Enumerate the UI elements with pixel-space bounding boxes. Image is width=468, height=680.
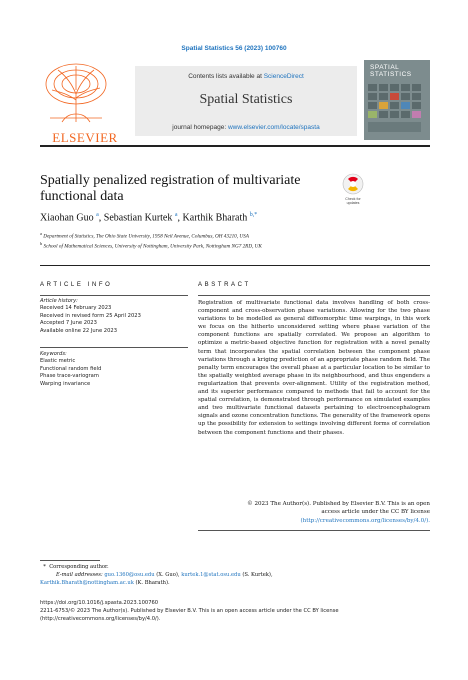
email-addresses-line [40, 572, 430, 580]
paper-title: Spatially penalized registration of multivariate functional data [40, 173, 301, 204]
copyright-notice [198, 500, 430, 525]
corresponding-author-note [40, 564, 430, 572]
history-accepted: Accepted 7 June 2023 [40, 320, 97, 327]
article-info-rule [40, 347, 188, 348]
journal-citation[interactable]: Spatial Statistics 56 (2023) 100760 [181, 45, 287, 52]
author-separator: , [177, 212, 181, 224]
cover-title-line-2: STATISTICS [370, 71, 412, 78]
email-owner: (K. Bharath). [135, 580, 170, 586]
elsevier-wordmark: ELSEVIER [52, 130, 118, 145]
svg-text:Check for: Check for [345, 197, 361, 201]
footnote-rule [40, 560, 100, 561]
license-link[interactable]: (http://creativecommons.org/licenses/by/4.0/). [40, 616, 161, 622]
affiliation-text: School of Mathematical Sciences, University of Nottingham, University Park, Nottingham NG7 2RD, UK [43, 243, 262, 250]
author-affiliation-mark[interactable]: b,* [249, 212, 258, 218]
author-name[interactable]: Karthik Bharath [182, 212, 248, 224]
history-received: Received 14 February 2023 [40, 305, 112, 312]
check-updates-icon [340, 173, 366, 205]
affiliation-mark: a [40, 231, 42, 236]
abstract-rule [198, 530, 430, 531]
cc-license-link[interactable]: (http://creativecommons.org/licenses/by/4.0/). [300, 517, 430, 524]
email-link[interactable]: guo.1360@osu.edu [104, 572, 155, 578]
journal-title: Spatial Statistics [199, 92, 293, 107]
author-affiliation-mark[interactable]: a [96, 212, 99, 218]
section-divider [40, 265, 430, 266]
check-for-updates-badge[interactable] [340, 173, 366, 205]
affiliation-b [40, 240, 380, 251]
email-link[interactable]: kurtek.1@stat.osu.edu [181, 572, 241, 578]
author-affiliation-mark[interactable]: a [174, 212, 178, 218]
abstract-rule [198, 295, 430, 296]
copyright-line-1: © 2023 The Author(s). Published by Elsevier B.V. This is an open [247, 501, 430, 507]
elsevier-tree-icon [40, 60, 112, 124]
history-label: Article history: [40, 298, 78, 304]
cover-title [370, 64, 412, 78]
doi-link[interactable]: https://doi.org/10.1016/j.spasta.2023.100760 [40, 600, 159, 606]
contents-available-line [135, 73, 357, 80]
keyword[interactable]: Phase trace-variogram [40, 373, 99, 380]
email-owner: (X. Guo), [156, 572, 180, 578]
issn-license-line: 2211-6753/© 2023 The Author(s). Published by Elsevier B.V. This is an open access article under the CC BY license [40, 608, 339, 614]
abstract-heading: ABSTRACT [198, 282, 251, 288]
email-addresses-line-2 [40, 580, 430, 588]
sciencedirect-link[interactable]: ScienceDirect [263, 73, 304, 80]
keyword[interactable]: Functional random field [40, 365, 102, 372]
cover-title-line-1: SPATIAL [370, 64, 400, 71]
author-separator: , [98, 212, 102, 224]
keyword[interactable]: Warping invariance [40, 380, 91, 387]
history-revised: Received in revised form 25 April 2023 [40, 312, 141, 319]
history-online: Available online 22 June 2023 [40, 327, 117, 334]
header-divider [40, 145, 430, 147]
keyword[interactable]: Elastic metric [40, 358, 76, 365]
email-label: E-mail addresses: [56, 572, 103, 578]
footnote-star: * [40, 564, 50, 570]
corresponding-text: Corresponding author. [49, 564, 109, 570]
copyright-line-2: access article under the CC BY license [321, 509, 430, 516]
contents-prefix: Contents lists available at [188, 73, 264, 80]
author-name[interactable]: Sebastian Kurtek [103, 212, 173, 224]
affiliation-text: Department of Statistics, The Ohio State University, 1958 Neil Avenue, Columbus, OH 43210, USA [43, 233, 249, 240]
abstract-body: Registration of multivariate functional data involves handling of both cross-component and cross-observation phase variations. Allowing for the two phase variations to be modelled as general diffeomorphic time warpings, in this work we focus on the hitherto unconsidered setting where phase variation of the component functions are spatially correlated. We propose an algorithm to optimize a metric-based objective function for registration with a novel penalty term that incorporates the spatial correlation between the component phase variations through a kriging prediction of an appropriate phase random field. The penalty term encourages the overall phase at a particular location to be similar to the spatially weighted average phase in its neighbourhood, and thus engenders a regularization that prevents over-alignment. Utility of the registration method, and its superior performance compared to methods that fail to account for the spatial correlation, is demonstrated through performance on simulated examples and two multivariate functional datasets pertaining to electroencephalogram signals and ozone concentration functions. The generality of the framework opens up the possibility for extension to settings involving different forms of correlation between the component functions and their phases. [198, 300, 430, 436]
article-info-rule [40, 295, 188, 296]
svg-text:updates: updates [346, 201, 360, 205]
journal-homepage-link[interactable]: www.elsevier.com/locate/spasta [227, 124, 320, 131]
author-name[interactable]: Xiaohan Guo [40, 212, 94, 224]
journal-homepage-line [135, 124, 357, 131]
keywords-label: Keywords: [40, 351, 67, 357]
affiliation-mark: b [40, 241, 43, 246]
author-list [40, 212, 360, 223]
email-owner: (S. Kurtek), [242, 572, 273, 578]
homepage-prefix: journal homepage: [172, 124, 228, 131]
elsevier-logo [40, 60, 130, 145]
email-link[interactable]: Karthik.Bharath@nottingham.ac.uk [40, 580, 134, 586]
article-info-heading: ARTICLE INFO [40, 282, 113, 288]
